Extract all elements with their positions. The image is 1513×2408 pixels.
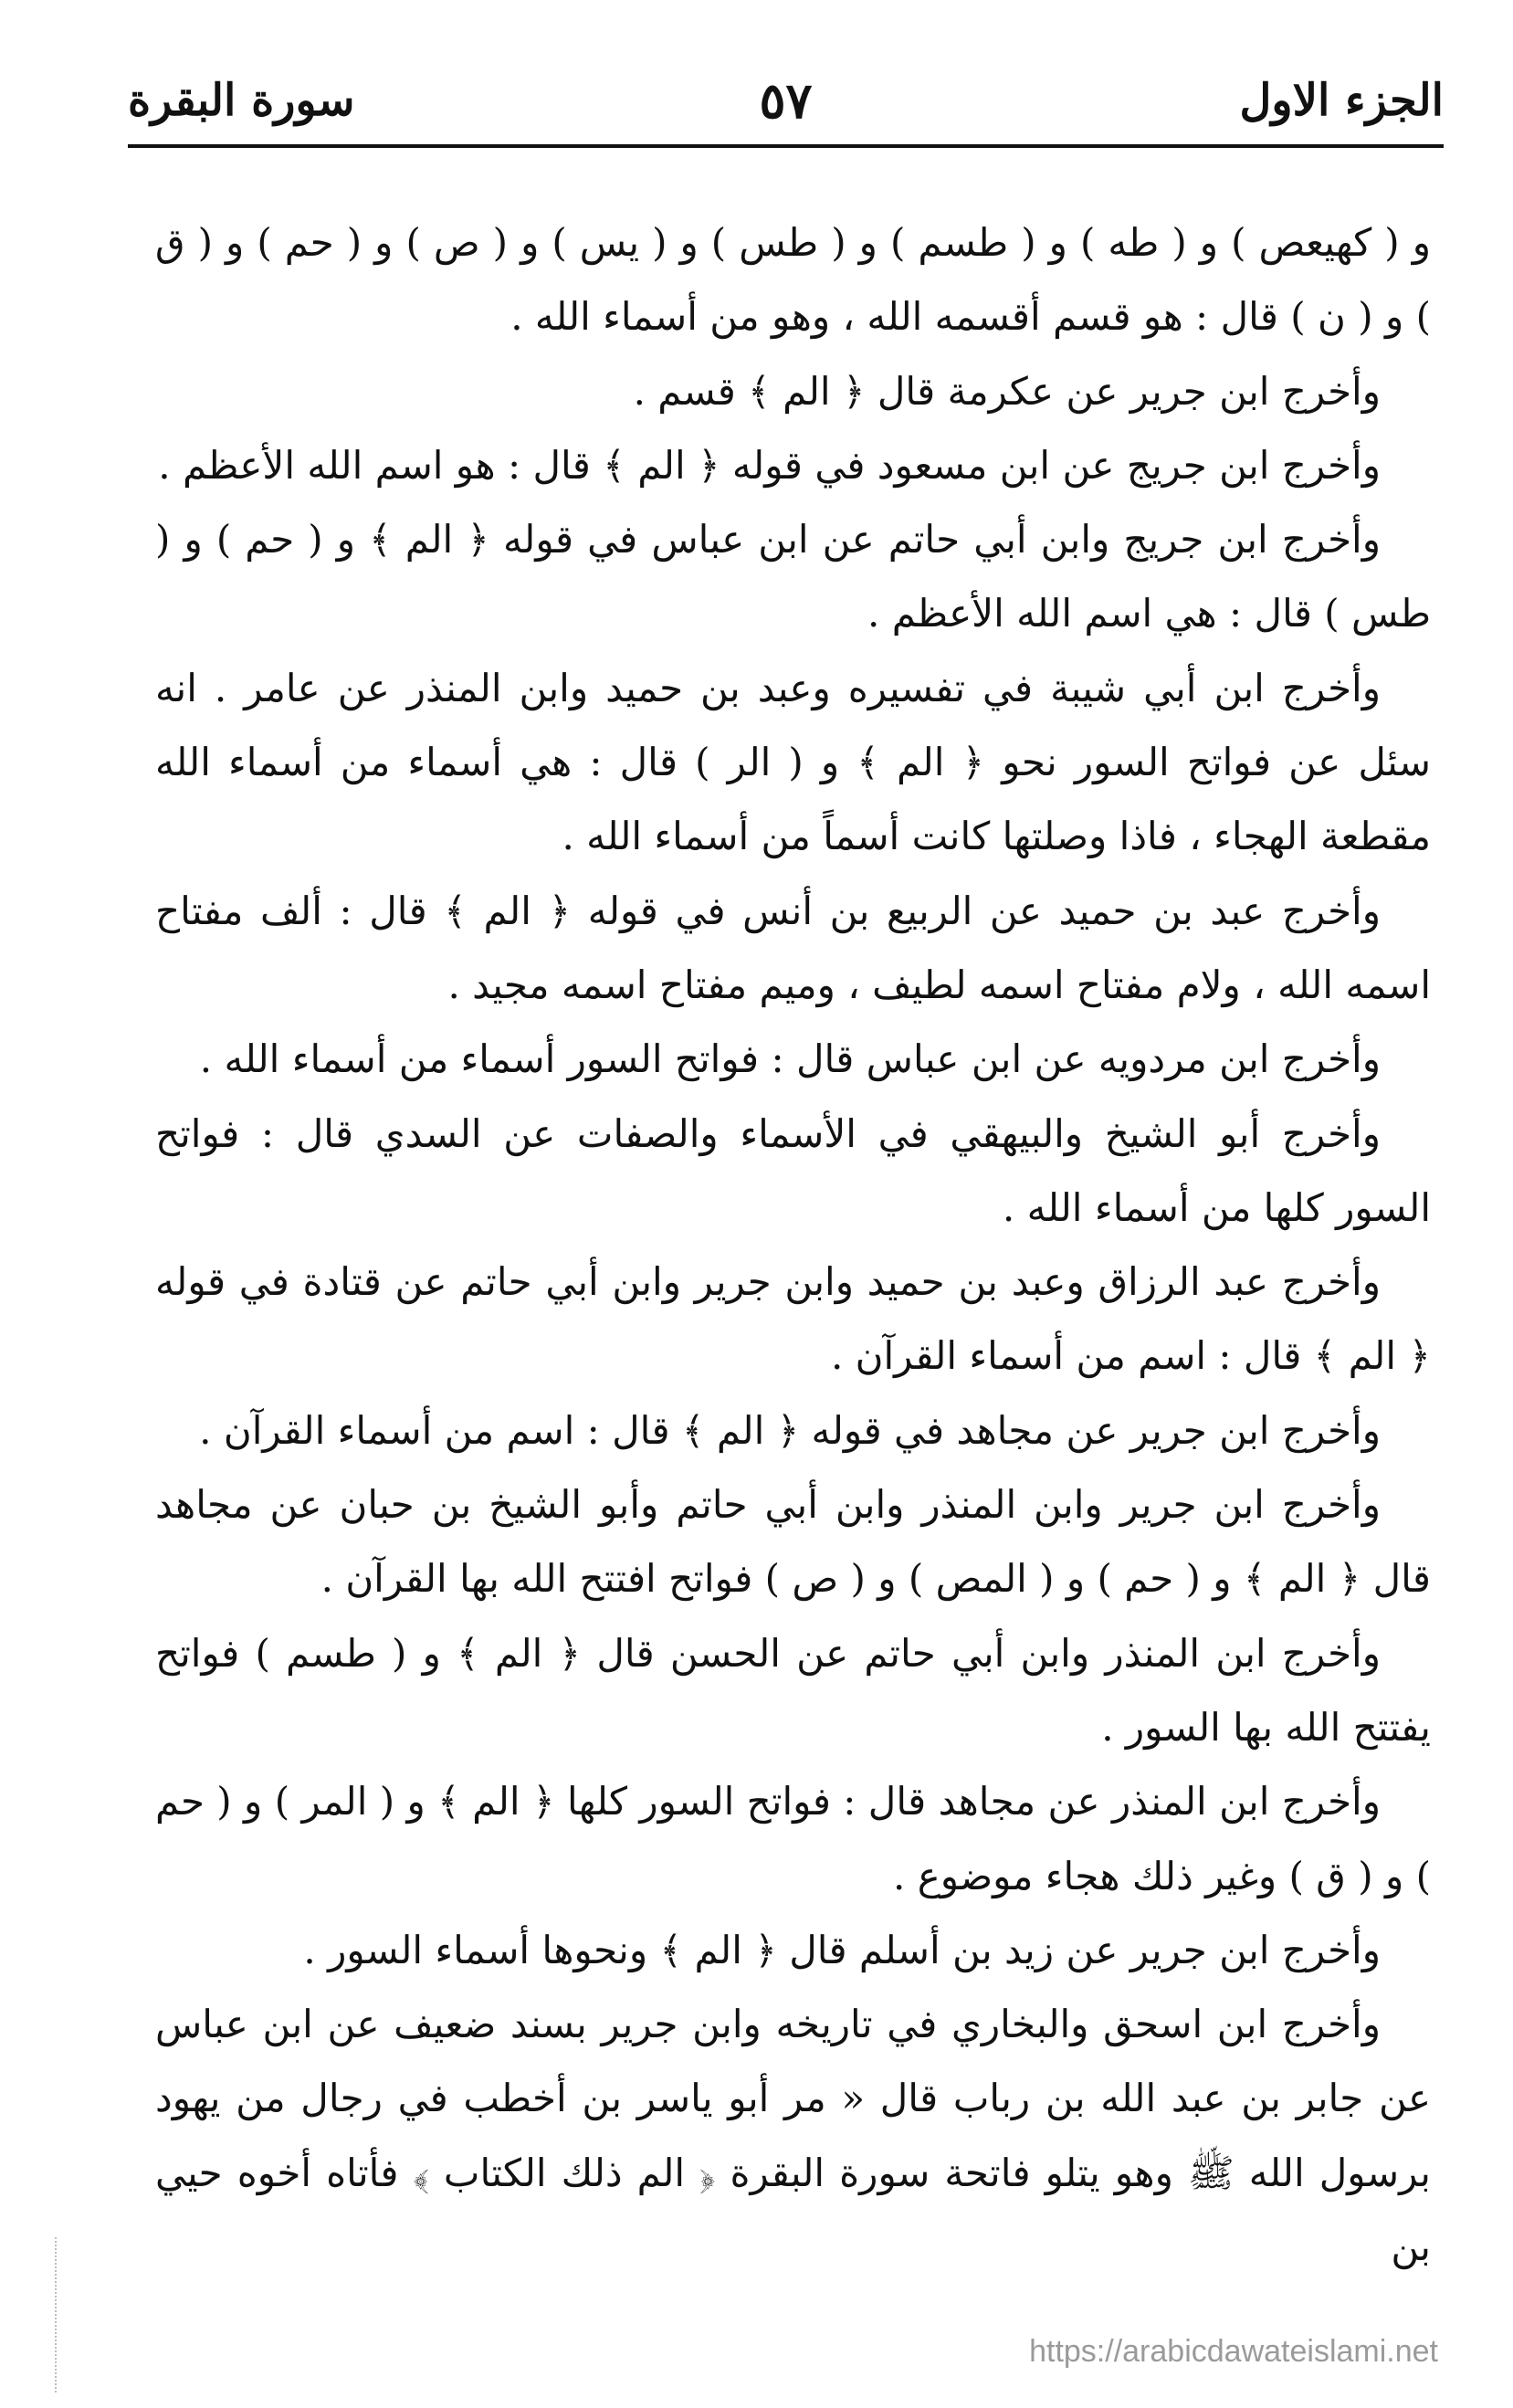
surah-label: سورة البقرة — [128, 75, 355, 126]
paragraph: وأخرج ابن جريج عن ابن مسعود في قوله ﴿ الم ﴾ قال : هو اسم الله الأعظم . — [158, 442, 1381, 488]
paragraph: وأخرج ابن جرير عن عكرمة قال ﴿ الم ﴾ قسم . — [633, 368, 1381, 414]
paragraph: وأخرج ابن اسحق والبخاري في تاريخه وابن جرير بسند ضعيف عن ابن عباس عن جابر بن عبد الله بن رباب قال « مر أبو ياسر بن أخطب في رجال من يهود برسول الله ﷺ وهو يتلو فاتحة سورة البقرة ﴿ الم ذلك الكتاب ﴾ فأتاه أخوه حيي بن — [155, 2002, 1431, 2270]
header-divider — [128, 144, 1444, 148]
source-watermark[interactable]: https://arabicdawateislami.net — [1029, 2334, 1438, 2369]
paragraph: وأخرج ابن مردويه عن ابن عباس قال : فواتح السور أسماء من أسماء الله . — [199, 1036, 1381, 1082]
paragraph: وأخرج ابن أبي شيبة في تفسيره وعبد بن حميد وابن المنذر عن عامر . انه سئل عن فواتح السور نحو ﴿ الم ﴾ و ( الر ) قال : هي أسماء من أسماء الله مقطعة الهجاء ، فاذا وصلتها كانت أسماً من أسماء الله . — [155, 665, 1431, 859]
paragraph: وأخرج ابن جرير وابن المنذر وابن أبي حاتم وأبو الشيخ بن حبان عن مجاهد قال ﴿ الم ﴾ و ( حم ) و ( المص ) و ( ص ) فواتح افتتح الله بها القرآن . — [155, 1482, 1431, 1602]
paragraph: وأخرج عبد الرزاق وعبد بن حميد وابن جرير وابن أبي حاتم عن قتادة في قوله ﴿ الم ﴾ قال : اسم من أسماء القرآن . — [155, 1259, 1431, 1379]
page-header — [128, 64, 1444, 137]
scan-edge-mark — [55, 2237, 57, 2392]
paragraph: وأخرج ابن المنذر وابن أبي حاتم عن الحسن قال ﴿ الم ﴾ و ( طسم ) فواتح يفتتح الله بها السور . — [155, 1630, 1431, 1750]
paragraph: وأخرج أبو الشيخ والبيهقي في الأسماء والصفات عن السدي قال : فواتح السور كلها من أسماء الله . — [155, 1110, 1431, 1230]
paragraph: وأخرج ابن جرير عن زيد بن أسلم قال ﴿ الم ﴾ ونحوها أسماء السور . — [303, 1927, 1381, 1972]
paragraph: و ( كهيعص ) و ( طه ) و ( طسم ) و ( طس ) و ( يس ) و ( ص ) و ( حم ) و ( ق ) و ( ن ) قال : هو قسم أقسمه الله ، وهو من أسماء الله . — [155, 220, 1431, 340]
paragraph: وأخرج ابن جريج وابن أبي حاتم عن ابن عباس في قوله ﴿ الم ﴾ و ( حم ) و ( طس ) قال : هي اسم الله الأعظم . — [155, 517, 1431, 636]
page-number: ٥٧ — [759, 71, 813, 130]
body-text — [155, 205, 1431, 2284]
part-label: الجزء الاول — [1239, 75, 1444, 126]
paragraph: وأخرج ابن جرير عن مجاهد في قوله ﴿ الم ﴾ قال : اسم من أسماء القرآن . — [199, 1407, 1381, 1453]
paragraph: وأخرج ابن المنذر عن مجاهد قال : فواتح السور كلها ﴿ الم ﴾ و ( المر ) و ( حم ) و ( ق ) وغير ذلك هجاء موضوع . — [155, 1779, 1431, 1898]
paragraph: وأخرج عبد بن حميد عن الربيع بن أنس في قوله ﴿ الم ﴾ قال : ألف مفتاح اسمه الله ، ولام مفتاح اسمه لطيف ، وميم مفتاح اسمه مجيد . — [155, 888, 1431, 1007]
